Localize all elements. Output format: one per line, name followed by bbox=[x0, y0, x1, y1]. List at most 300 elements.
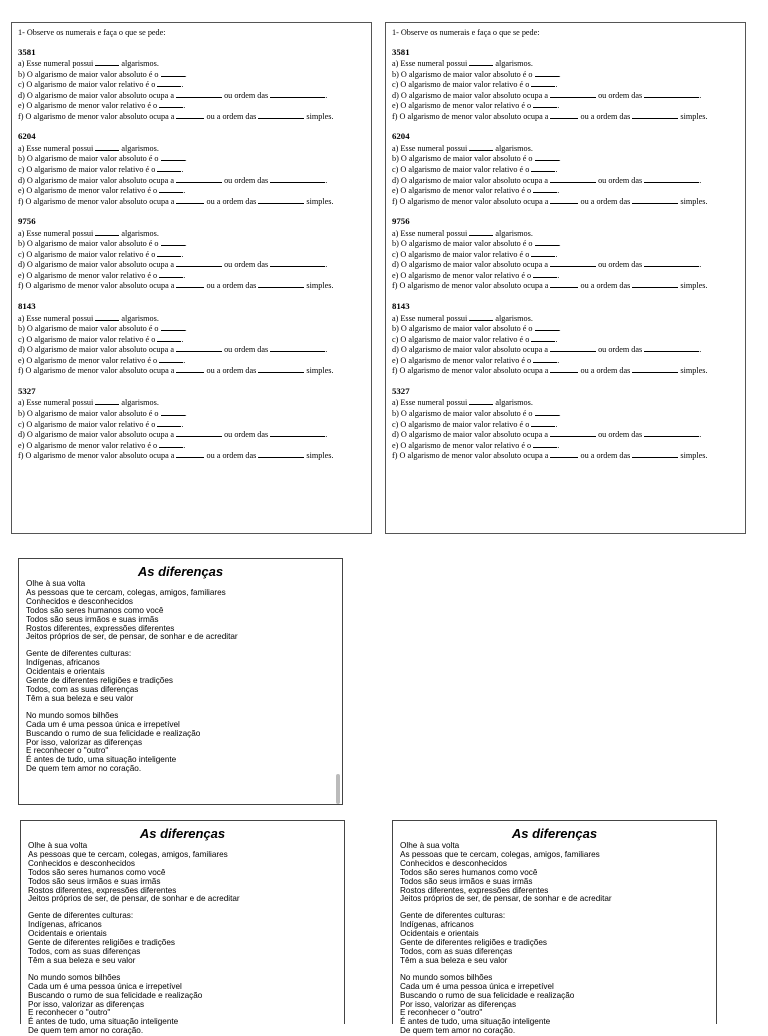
answer-blank bbox=[469, 58, 493, 66]
question-text: a) Esse numeral possui bbox=[392, 313, 468, 323]
poem-stanza bbox=[26, 712, 342, 774]
question-c: c) O algarismo de maior valor relativo é o . bbox=[392, 80, 558, 90]
question-d: d) O algarismo de maior valor absoluto ocupa a ou ordem das . bbox=[18, 260, 328, 270]
question-text: ou ordem das bbox=[224, 430, 269, 440]
answer-blank bbox=[161, 323, 185, 331]
answer-blank bbox=[535, 238, 559, 246]
numeral-heading: 8143 bbox=[392, 301, 410, 312]
answer-blank bbox=[95, 397, 119, 405]
poem-line: Indígenas, africanos bbox=[26, 658, 100, 668]
poem-line: Gente de diferentes religiões e tradições bbox=[400, 938, 548, 948]
poem-line: Todos são seres humanos como você bbox=[28, 867, 166, 877]
answer-blank bbox=[157, 164, 181, 172]
question-text: d) O algarismo de maior valor absoluto ocupa a bbox=[18, 175, 174, 185]
numeral-block bbox=[392, 48, 739, 122]
numeral-block bbox=[392, 387, 739, 461]
poem-line: Por isso, valorizar as diferenças bbox=[400, 999, 517, 1009]
question-c: c) O algarismo de maior valor relativo é o . bbox=[392, 419, 558, 429]
answer-blank bbox=[469, 397, 493, 405]
question-text: simples. bbox=[680, 366, 708, 376]
question-d: d) O algarismo de maior valor absoluto ocupa a ou ordem das . bbox=[18, 345, 328, 355]
answer-blank bbox=[632, 111, 678, 119]
question-text: algarismos. bbox=[121, 143, 159, 153]
numeral-heading: 9756 bbox=[18, 216, 36, 227]
question-text: simples. bbox=[306, 196, 334, 206]
question-e: e) O algarismo de menor valor relativo é o . bbox=[392, 186, 560, 196]
poem-stanza bbox=[400, 842, 716, 904]
question-text: ou a ordem das bbox=[206, 366, 257, 376]
answer-blank bbox=[632, 450, 678, 458]
poem-line: Jeitos próprios de ser, de pensar, de sonhar e de acreditar bbox=[28, 894, 240, 904]
question-text: f) O algarismo de menor valor absoluto ocupa a bbox=[392, 366, 549, 376]
poem-line: Jeitos próprios de ser, de pensar, de sonhar e de acreditar bbox=[26, 632, 238, 642]
poem-line: Todos são seus irmãos e suas irmãs bbox=[28, 876, 161, 886]
answer-blank bbox=[644, 90, 699, 98]
answer-blank bbox=[176, 450, 204, 458]
question-text: ou ordem das bbox=[598, 260, 643, 270]
question-text: d) O algarismo de maior valor absoluto ocupa a bbox=[18, 90, 174, 100]
question-f bbox=[18, 365, 365, 376]
answer-blank bbox=[176, 196, 204, 204]
question-text: ou a ordem das bbox=[206, 281, 257, 291]
question-text: f) O algarismo de menor valor absoluto ocupa a bbox=[18, 451, 175, 461]
answer-blank bbox=[176, 90, 222, 98]
question-text: simples. bbox=[306, 366, 334, 376]
question-text: ou ordem das bbox=[224, 90, 269, 100]
question-text: e) O algarismo de menor valor relativo é o bbox=[18, 355, 158, 365]
question-text: ou a ordem das bbox=[206, 451, 257, 461]
answer-blank bbox=[159, 270, 183, 278]
question-text: simples. bbox=[680, 111, 708, 121]
question-text: e) O algarismo de menor valor relativo é o bbox=[18, 270, 158, 280]
answer-blank bbox=[176, 344, 222, 352]
question-text: algarismos. bbox=[121, 59, 159, 69]
answer-blank bbox=[270, 429, 325, 437]
question-f bbox=[392, 280, 739, 291]
poem-stanza bbox=[26, 580, 342, 642]
question-text: c) O algarismo de maior valor relativo é o bbox=[18, 80, 156, 90]
question-text: e) O algarismo de menor valor relativo é o bbox=[392, 355, 532, 365]
question-text: d) O algarismo de maior valor absoluto ocupa a bbox=[392, 345, 548, 355]
scroll-indicator bbox=[336, 774, 340, 804]
poem-line: Todos são seus irmãos e suas irmãs bbox=[400, 876, 533, 886]
answer-blank bbox=[176, 429, 222, 437]
question-text: b) O algarismo de maior valor absoluto é o bbox=[18, 239, 159, 249]
question-e: e) O algarismo de menor valor relativo é o . bbox=[392, 355, 560, 365]
question-text: algarismos. bbox=[495, 398, 533, 408]
poem-line: Jeitos próprios de ser, de pensar, de sonhar e de acreditar bbox=[400, 894, 612, 904]
poem-title: As diferenças bbox=[137, 564, 224, 579]
poem-line: E reconhecer o "outro" bbox=[26, 746, 109, 756]
poem-stanza bbox=[28, 912, 344, 965]
question-text: d) O algarismo de maior valor absoluto ocupa a bbox=[18, 260, 174, 270]
poem-line: De quem tem amor no coração. bbox=[400, 1026, 516, 1036]
question-text: simples. bbox=[306, 111, 334, 121]
question-c: c) O algarismo de maior valor relativo é o . bbox=[18, 419, 184, 429]
question-text: f) O algarismo de menor valor absoluto ocupa a bbox=[392, 451, 549, 461]
question-e: e) O algarismo de menor valor relativo é o . bbox=[392, 440, 560, 450]
answer-blank bbox=[258, 450, 304, 458]
answer-blank bbox=[159, 355, 183, 363]
question-text: b) O algarismo de maior valor absoluto é o bbox=[392, 408, 533, 418]
answer-blank bbox=[533, 355, 557, 363]
poem-line: Cada um é uma pessoa única e irrepetível bbox=[400, 981, 554, 991]
question-text: a) Esse numeral possui bbox=[18, 228, 94, 238]
question-c: c) O algarismo de maior valor relativo é o . bbox=[392, 165, 558, 175]
question-a bbox=[392, 228, 739, 239]
numeral-block bbox=[18, 387, 365, 461]
question-text: ou ordem das bbox=[598, 175, 643, 185]
question-a bbox=[18, 58, 365, 69]
answer-blank bbox=[258, 280, 304, 288]
poem-line: Têm a sua beleza e seu valor bbox=[400, 955, 508, 965]
question-text: b) O algarismo de maior valor absoluto é o bbox=[392, 154, 533, 164]
poem-line: Indígenas, africanos bbox=[28, 920, 102, 930]
poem-line: Conhecidos e desconhecidos bbox=[28, 858, 135, 868]
numeral-block bbox=[392, 302, 739, 376]
question-text: simples. bbox=[680, 196, 708, 206]
answer-blank bbox=[161, 238, 185, 246]
answer-blank bbox=[157, 419, 181, 427]
question-text: ou ordem das bbox=[224, 260, 269, 270]
poem-card-3 bbox=[392, 820, 717, 1036]
poem-line: E reconhecer o "outro" bbox=[400, 1008, 483, 1018]
question-text: simples. bbox=[680, 451, 708, 461]
question-f bbox=[18, 111, 365, 122]
question-b: b) O algarismo de maior valor absoluto é o . bbox=[392, 408, 561, 418]
question-b: b) O algarismo de maior valor absoluto é o . bbox=[18, 154, 187, 164]
poem-line: Buscando o rumo de sua felicidade e realização bbox=[26, 728, 201, 738]
question-text: c) O algarismo de maior valor relativo é o bbox=[392, 80, 530, 90]
question-b: b) O algarismo de maior valor absoluto é o . bbox=[18, 69, 187, 79]
question-text: simples. bbox=[680, 281, 708, 291]
question-text: ou a ordem das bbox=[206, 111, 257, 121]
poem-line: Rostos diferentes, expressões diferentes bbox=[400, 885, 549, 895]
poem-line: E reconhecer o "outro" bbox=[28, 1008, 111, 1018]
answer-blank bbox=[644, 344, 699, 352]
poem-card-1 bbox=[18, 558, 343, 805]
answer-blank bbox=[469, 143, 493, 151]
numeral-heading: 3581 bbox=[392, 46, 410, 57]
poem-line: Gente de diferentes culturas: bbox=[26, 649, 132, 659]
answer-blank bbox=[535, 408, 559, 416]
answer-blank bbox=[176, 259, 222, 267]
numeral-heading: 5327 bbox=[392, 385, 410, 396]
answer-blank bbox=[176, 175, 222, 183]
answer-blank bbox=[533, 270, 557, 278]
question-text: c) O algarismo de maior valor relativo é o bbox=[18, 419, 156, 429]
question-c: c) O algarismo de maior valor relativo é o . bbox=[18, 80, 184, 90]
question-d: d) O algarismo de maior valor absoluto ocupa a ou ordem das . bbox=[392, 175, 702, 185]
question-e: e) O algarismo de menor valor relativo é o . bbox=[18, 270, 186, 280]
question-text: e) O algarismo de menor valor relativo é o bbox=[392, 440, 532, 450]
answer-blank bbox=[533, 440, 557, 448]
numeral-block bbox=[392, 217, 739, 291]
question-text: c) O algarismo de maior valor relativo é o bbox=[392, 249, 530, 259]
numeral-block bbox=[392, 132, 739, 206]
answer-blank bbox=[550, 259, 596, 267]
question-b: b) O algarismo de maior valor absoluto é o . bbox=[392, 154, 561, 164]
poem-title: As diferenças bbox=[511, 826, 598, 841]
answer-blank bbox=[157, 334, 181, 342]
question-text: f) O algarismo de menor valor absoluto ocupa a bbox=[18, 196, 175, 206]
numeral-heading: 6204 bbox=[392, 131, 410, 142]
poem-line: É antes de tudo, uma situação inteligente bbox=[400, 1017, 551, 1027]
poem-line: As pessoas que te cercam, colegas, amigos, familiares bbox=[28, 849, 228, 859]
question-text: algarismos. bbox=[121, 398, 159, 408]
question-text: ou a ordem das bbox=[580, 366, 631, 376]
poem-line: Rostos diferentes, expressões diferentes bbox=[28, 885, 177, 895]
answer-blank bbox=[161, 153, 185, 161]
poem-line: Todos são seres humanos como você bbox=[26, 605, 164, 615]
answer-blank bbox=[469, 313, 493, 321]
worksheet-instruction: 1- Observe os numerais e faça o que se pede: bbox=[18, 28, 166, 37]
question-a bbox=[18, 143, 365, 154]
answer-blank bbox=[258, 111, 304, 119]
question-text: a) Esse numeral possui bbox=[18, 59, 94, 69]
question-text: ou ordem das bbox=[224, 345, 269, 355]
question-text: simples. bbox=[306, 451, 334, 461]
question-f bbox=[392, 450, 739, 461]
answer-blank bbox=[550, 90, 596, 98]
question-text: ou a ordem das bbox=[580, 451, 631, 461]
poem-line: Buscando o rumo de sua felicidade e realização bbox=[400, 990, 575, 1000]
question-text: b) O algarismo de maior valor absoluto é o bbox=[18, 69, 159, 79]
question-text: ou ordem das bbox=[598, 430, 643, 440]
question-text: b) O algarismo de maior valor absoluto é o bbox=[392, 239, 533, 249]
poem-line: Todos são seres humanos como você bbox=[400, 867, 538, 877]
question-text: c) O algarismo de maior valor relativo é o bbox=[392, 419, 530, 429]
question-text: ou a ordem das bbox=[580, 281, 631, 291]
question-text: b) O algarismo de maior valor absoluto é o bbox=[392, 324, 533, 334]
question-text: d) O algarismo de maior valor absoluto ocupa a bbox=[18, 430, 174, 440]
question-text: e) O algarismo de menor valor relativo é o bbox=[392, 270, 532, 280]
answer-blank bbox=[270, 344, 325, 352]
answer-blank bbox=[550, 280, 578, 288]
question-a bbox=[392, 397, 739, 408]
question-text: ou ordem das bbox=[598, 345, 643, 355]
answer-blank bbox=[95, 58, 119, 66]
question-f bbox=[392, 111, 739, 122]
question-text: c) O algarismo de maior valor relativo é o bbox=[18, 249, 156, 259]
poem-stanza bbox=[28, 842, 344, 904]
poem-line: Rostos diferentes, expressões diferentes bbox=[26, 623, 175, 633]
question-text: d) O algarismo de maior valor absoluto ocupa a bbox=[392, 260, 548, 270]
question-e: e) O algarismo de menor valor relativo é o . bbox=[18, 355, 186, 365]
answer-blank bbox=[159, 185, 183, 193]
question-f bbox=[18, 280, 365, 291]
question-c: c) O algarismo de maior valor relativo é o . bbox=[18, 165, 184, 175]
answer-blank bbox=[531, 249, 555, 257]
question-a bbox=[392, 143, 739, 154]
answer-blank bbox=[258, 196, 304, 204]
poem-line: Olhe à sua volta bbox=[26, 579, 86, 588]
question-b: b) O algarismo de maior valor absoluto é o . bbox=[18, 408, 187, 418]
question-text: algarismos. bbox=[495, 59, 533, 69]
question-d: d) O algarismo de maior valor absoluto ocupa a ou ordem das . bbox=[18, 175, 328, 185]
question-text: a) Esse numeral possui bbox=[392, 228, 468, 238]
question-f bbox=[392, 196, 739, 207]
answer-blank bbox=[644, 429, 699, 437]
question-text: f) O algarismo de menor valor absoluto ocupa a bbox=[18, 366, 175, 376]
question-a bbox=[392, 58, 739, 69]
question-text: ou ordem das bbox=[598, 90, 643, 100]
question-text: b) O algarismo de maior valor absoluto é o bbox=[392, 69, 533, 79]
worksheet-left bbox=[11, 22, 372, 534]
question-b: b) O algarismo de maior valor absoluto é o . bbox=[392, 69, 561, 79]
answer-blank bbox=[176, 280, 204, 288]
answer-blank bbox=[550, 344, 596, 352]
poem-line: Gente de diferentes culturas: bbox=[28, 911, 134, 921]
answer-blank bbox=[550, 450, 578, 458]
question-e: e) O algarismo de menor valor relativo é o . bbox=[18, 186, 186, 196]
answer-blank bbox=[161, 69, 185, 77]
poem-stanza bbox=[400, 912, 716, 965]
answer-blank bbox=[632, 196, 678, 204]
question-b: b) O algarismo de maior valor absoluto é o . bbox=[18, 239, 187, 249]
question-text: e) O algarismo de menor valor relativo é o bbox=[18, 440, 158, 450]
question-text: a) Esse numeral possui bbox=[392, 59, 468, 69]
question-text: a) Esse numeral possui bbox=[18, 398, 94, 408]
question-b: b) O algarismo de maior valor absoluto é o . bbox=[18, 324, 187, 334]
question-text: e) O algarismo de menor valor relativo é o bbox=[18, 101, 158, 111]
poem-line: Olhe à sua volta bbox=[400, 841, 460, 850]
answer-blank bbox=[258, 365, 304, 373]
question-e: e) O algarismo de menor valor relativo é o . bbox=[18, 101, 186, 111]
poem-line: Cada um é uma pessoa única e irrepetível bbox=[28, 981, 182, 991]
question-text: d) O algarismo de maior valor absoluto ocupa a bbox=[392, 430, 548, 440]
question-e: e) O algarismo de menor valor relativo é o . bbox=[392, 270, 560, 280]
question-text: b) O algarismo de maior valor absoluto é o bbox=[18, 324, 159, 334]
question-b: b) O algarismo de maior valor absoluto é o . bbox=[392, 324, 561, 334]
question-c: c) O algarismo de maior valor relativo é o . bbox=[392, 249, 558, 259]
poem-line: Por isso, valorizar as diferenças bbox=[26, 737, 143, 747]
poem-line: Conhecidos e desconhecidos bbox=[400, 858, 507, 868]
answer-blank bbox=[161, 408, 185, 416]
poem-line: Gente de diferentes religiões e tradições bbox=[26, 676, 174, 686]
poem-line: Têm a sua beleza e seu valor bbox=[28, 955, 136, 965]
question-d: d) O algarismo de maior valor absoluto ocupa a ou ordem das . bbox=[18, 430, 328, 440]
numeral-block bbox=[18, 217, 365, 291]
poem-line: De quem tem amor no coração. bbox=[28, 1026, 144, 1036]
poem-line: Ocidentais e orientais bbox=[28, 929, 107, 939]
question-text: b) O algarismo de maior valor absoluto é o bbox=[18, 408, 159, 418]
question-text: a) Esse numeral possui bbox=[18, 313, 94, 323]
question-text: e) O algarismo de menor valor relativo é o bbox=[392, 186, 532, 196]
answer-blank bbox=[644, 175, 699, 183]
question-b: b) O algarismo de maior valor absoluto é o . bbox=[392, 239, 561, 249]
answer-blank bbox=[535, 69, 559, 77]
answer-blank bbox=[95, 313, 119, 321]
answer-blank bbox=[550, 196, 578, 204]
poem-line: De quem tem amor no coração. bbox=[26, 764, 142, 774]
question-a bbox=[392, 313, 739, 324]
answer-blank bbox=[531, 419, 555, 427]
question-c: c) O algarismo de maior valor relativo é o . bbox=[392, 334, 558, 344]
answer-blank bbox=[157, 249, 181, 257]
answer-blank bbox=[550, 175, 596, 183]
answer-blank bbox=[531, 164, 555, 172]
answer-blank bbox=[533, 185, 557, 193]
question-d: d) O algarismo de maior valor absoluto ocupa a ou ordem das . bbox=[392, 430, 702, 440]
question-text: algarismos. bbox=[121, 228, 159, 238]
numeral-block bbox=[18, 132, 365, 206]
question-text: a) Esse numeral possui bbox=[392, 143, 468, 153]
question-text: algarismos. bbox=[495, 313, 533, 323]
poem-line: As pessoas que te cercam, colegas, amigos, familiares bbox=[400, 849, 600, 859]
question-text: c) O algarismo de maior valor relativo é o bbox=[18, 334, 156, 344]
question-text: simples. bbox=[306, 281, 334, 291]
numeral-block bbox=[18, 302, 365, 376]
worksheet-instruction: 1- Observe os numerais e faça o que se pede: bbox=[392, 28, 540, 37]
question-a bbox=[18, 228, 365, 239]
question-c: c) O algarismo de maior valor relativo é o . bbox=[18, 334, 184, 344]
answer-blank bbox=[95, 228, 119, 236]
question-text: c) O algarismo de maior valor relativo é o bbox=[18, 165, 156, 175]
answer-blank bbox=[270, 175, 325, 183]
poem-stanza bbox=[26, 650, 342, 703]
question-text: d) O algarismo de maior valor absoluto ocupa a bbox=[392, 90, 548, 100]
question-text: f) O algarismo de menor valor absoluto ocupa a bbox=[18, 281, 175, 291]
poem-line: As pessoas que te cercam, colegas, amigos, familiares bbox=[26, 587, 226, 597]
answer-blank bbox=[632, 365, 678, 373]
question-d: d) O algarismo de maior valor absoluto ocupa a ou ordem das . bbox=[392, 345, 702, 355]
poem-line: Têm a sua beleza e seu valor bbox=[26, 693, 134, 703]
question-text: d) O algarismo de maior valor absoluto ocupa a bbox=[392, 175, 548, 185]
answer-blank bbox=[159, 440, 183, 448]
answer-blank bbox=[533, 100, 557, 108]
poem-line: Indígenas, africanos bbox=[400, 920, 474, 930]
question-e: e) O algarismo de menor valor relativo é o . bbox=[18, 440, 186, 450]
question-text: a) Esse numeral possui bbox=[392, 398, 468, 408]
poem-line: Todos, com as suas diferenças bbox=[400, 946, 513, 956]
poem-line: Buscando o rumo de sua felicidade e realização bbox=[28, 990, 203, 1000]
answer-blank bbox=[550, 111, 578, 119]
question-text: e) O algarismo de menor valor relativo é o bbox=[392, 101, 532, 111]
answer-blank bbox=[550, 429, 596, 437]
poem-line: Cada um é uma pessoa única e irrepetível bbox=[26, 719, 180, 729]
poem-line: Ocidentais e orientais bbox=[400, 929, 479, 939]
numeral-heading: 5327 bbox=[18, 385, 36, 396]
question-f bbox=[18, 196, 365, 207]
poem-stanza bbox=[400, 974, 716, 1036]
question-text: f) O algarismo de menor valor absoluto ocupa a bbox=[392, 281, 549, 291]
question-text: f) O algarismo de menor valor absoluto ocupa a bbox=[392, 196, 549, 206]
poem-line: Todos, com as suas diferenças bbox=[28, 946, 141, 956]
question-text: e) O algarismo de menor valor relativo é o bbox=[18, 186, 158, 196]
poem-line: Todos, com as suas diferenças bbox=[26, 684, 139, 694]
answer-blank bbox=[632, 280, 678, 288]
poem-line: É antes de tudo, uma situação inteligente bbox=[26, 755, 177, 765]
poem-title: As diferenças bbox=[139, 826, 226, 841]
answer-blank bbox=[535, 323, 559, 331]
poem-stanza bbox=[28, 974, 344, 1036]
poem-card-2 bbox=[20, 820, 345, 1036]
answer-blank bbox=[159, 100, 183, 108]
question-d: d) O algarismo de maior valor absoluto ocupa a ou ordem das . bbox=[392, 90, 702, 100]
question-text: f) O algarismo de menor valor absoluto ocupa a bbox=[18, 111, 175, 121]
poem-line: Olhe à sua volta bbox=[28, 841, 88, 850]
poem-line: É antes de tudo, uma situação inteligente bbox=[28, 1017, 179, 1027]
numeral-heading: 6204 bbox=[18, 131, 36, 142]
poem-line: Conhecidos e desconhecidos bbox=[26, 596, 133, 606]
poem-line: No mundo somos bilhões bbox=[400, 972, 493, 982]
numeral-block bbox=[18, 48, 365, 122]
question-d: d) O algarismo de maior valor absoluto ocupa a ou ordem das . bbox=[18, 90, 328, 100]
question-text: c) O algarismo de maior valor relativo é o bbox=[392, 165, 530, 175]
answer-blank bbox=[644, 259, 699, 267]
question-text: algarismos. bbox=[495, 143, 533, 153]
